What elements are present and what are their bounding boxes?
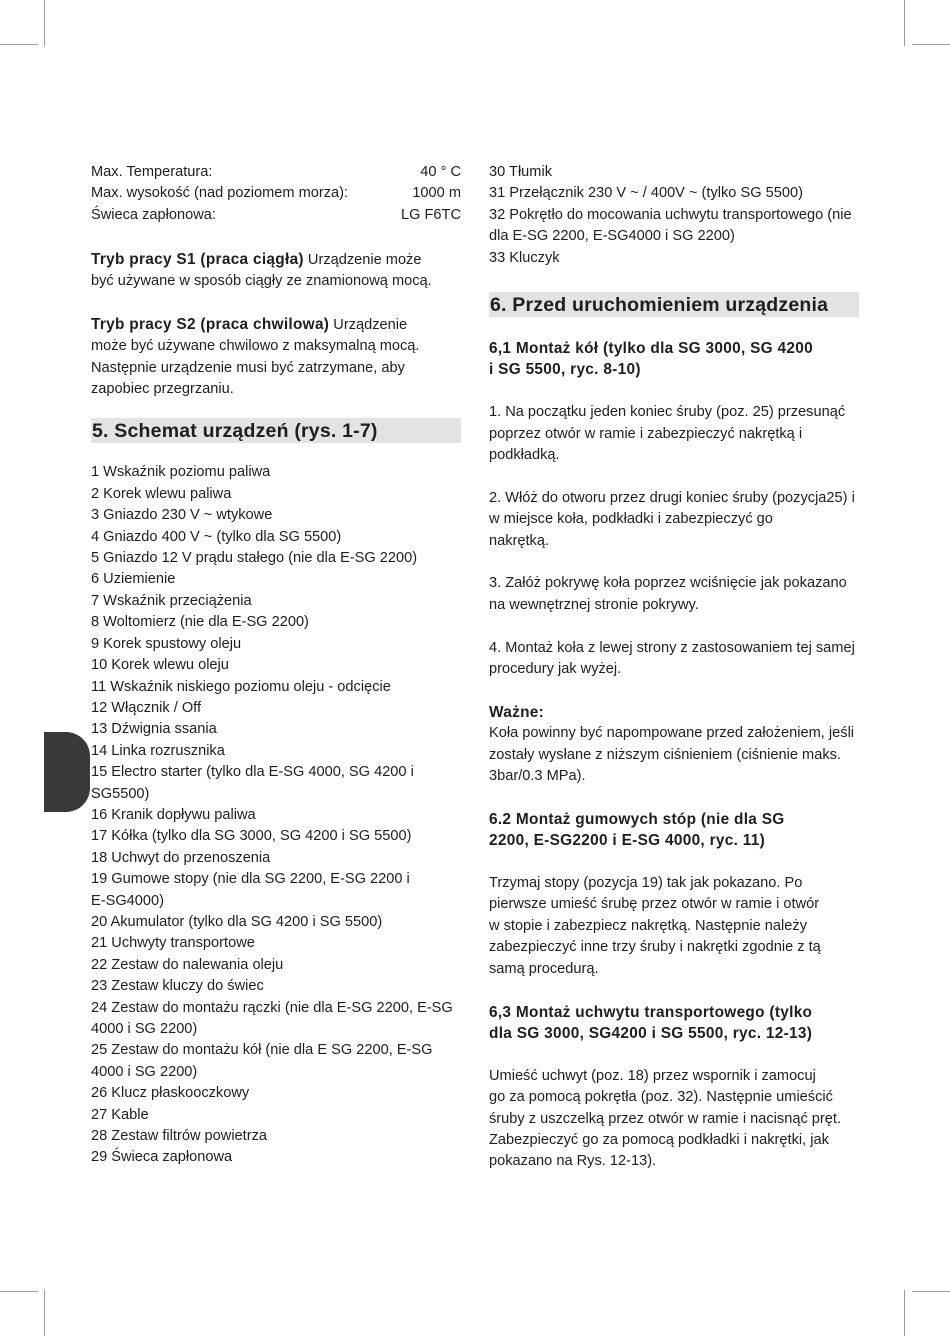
spec-row	[91, 183, 461, 204]
text-line: poprzez otwór w ramie i zabezpieczyć nakrętką i	[489, 425, 803, 442]
list-item: 1 Wskaźnik poziomu paliwa	[91, 464, 271, 481]
crop-mark	[44, 0, 45, 46]
list-item: 7 Wskaźnik przeciążenia	[91, 592, 252, 609]
text-line: Zabezpieczyć go za pomocą podkładki i nakrętki, jak	[489, 1131, 829, 1148]
text-line: 3bar/0.3 MPa).	[489, 768, 586, 785]
crop-mark	[912, 1291, 950, 1292]
list-item: 4000 i SG 2200)	[91, 1021, 198, 1037]
text-line: 2. Włóż do otworu przez drugi koniec śruby (pozycja25) i	[489, 489, 855, 506]
list-item: 20 Akumulator (tylko dla SG 4200 i SG 5500)	[91, 913, 383, 930]
list-item: 11 Wskaźnik niskiego poziomu oleju - odcięcie	[91, 678, 391, 695]
note-heading: Ważne:	[489, 703, 545, 721]
list-item: 18 Uchwyt do przenoszenia	[91, 849, 271, 866]
note-paragraph	[489, 723, 859, 787]
list-item: 3 Gniazdo 230 V ~ wtykowe	[91, 507, 273, 524]
list-item: 25 Zestaw do montażu kół (nie dla E SG 2200, E-SG	[91, 1042, 433, 1059]
heading-line: 6,3 Montaż uchwytu transportowego (tylko	[489, 1003, 813, 1021]
text-line: w miejsce koła, podkładki i zabezpieczyć go	[489, 511, 773, 528]
mode-s1-text: być używane w sposób ciągły ze znamionową mocą.	[91, 273, 432, 290]
list-item: 10 Korek wlewu oleju	[91, 657, 229, 674]
section-6-heading: 6. Przed uruchomieniem urządzenia	[489, 292, 859, 317]
crop-mark	[0, 1291, 38, 1292]
list-item: 32 Pokrętło do mocowania uchwytu transportowego (nie	[489, 206, 852, 223]
text-line: podkładką.	[489, 447, 560, 464]
list-item: dla E-SG 2200, E-SG4000 i SG 2200)	[489, 228, 735, 245]
crop-mark	[44, 1290, 45, 1336]
mode-s1-text: Urządzenie może	[303, 251, 422, 268]
paragraph	[489, 573, 859, 616]
left-column	[91, 162, 461, 1169]
list-item: 5 Gniazdo 12 V prądu stałego (nie dla E-SG 2200)	[91, 550, 418, 567]
spec-row	[91, 162, 461, 183]
mode-s1-label: Tryb pracy S1 (praca ciągła)	[91, 250, 304, 268]
parts-list-continued	[489, 162, 859, 269]
spec-label: Świeca zapłonowa:	[91, 206, 216, 223]
list-item: 22 Zestaw do nalewania oleju	[91, 956, 284, 973]
text-line: Umieść uchwyt (poz. 18) przez wspornik i zamocuj	[489, 1067, 816, 1084]
text-line: w stopie i zabezpiecz nakrętką. Następnie należy	[489, 917, 807, 934]
list-item: SG5500)	[91, 785, 150, 802]
spec-value: LG F6TC	[400, 206, 461, 223]
crop-mark	[904, 1290, 905, 1336]
list-item: 31 Przełącznik 230 V ~ / 400V ~ (tylko SG 5500)	[489, 185, 803, 202]
parts-list	[91, 462, 461, 1168]
text-line: pierwsze umieść śrubę przez otwór w ramie i otwór	[489, 896, 820, 913]
list-item: 2 Korek wlewu paliwa	[91, 485, 232, 502]
heading-line: i SG 5500, ryc. 8-10)	[489, 361, 641, 379]
text-line: Koła powinny być napompowane przed założeniem, jeśli	[489, 725, 855, 742]
text-line: śruby z uszczelką przez otwór w ramie i nacisnąć pręt.	[489, 1110, 841, 1127]
spec-label: Max. wysokość (nad poziomem morza):	[91, 185, 349, 202]
paragraph	[489, 873, 859, 980]
list-item: 6 Uziemienie	[91, 571, 176, 588]
list-item: 26 Klucz płaskooczkowy	[91, 1085, 250, 1102]
list-item: 29 Świeca zapłonowa	[91, 1149, 233, 1166]
paragraph	[489, 402, 859, 466]
text-line: 4. Montaż koła z lewej strony z zastosowaniem tej samej	[489, 639, 855, 656]
mode-s2-text: zapobiec przegrzaniu.	[91, 381, 234, 398]
mode-s2-label: Tryb pracy S2 (praca chwilowa)	[91, 315, 330, 333]
spec-value: 40 ° C	[420, 164, 461, 180]
list-item: 13 Dźwignia ssania	[91, 721, 217, 738]
list-item: 27 Kable	[91, 1106, 149, 1123]
list-item: 19 Gumowe stopy (nie dla SG 2200, E-SG 2200 i	[91, 871, 410, 888]
heading-line: 6,1 Montaż kół (tylko dla SG 3000, SG 4200	[489, 340, 813, 358]
list-item: 23 Zestaw kluczy do świec	[91, 978, 264, 995]
paragraph	[489, 638, 859, 681]
paragraph	[489, 488, 859, 552]
list-item: 14 Linka rozrusznika	[91, 742, 225, 759]
spec-value: 1000 m	[412, 185, 461, 202]
text-line: procedury jak wyżej.	[489, 661, 622, 678]
heading-line: 6.2 Montaż gumowych stóp (nie dla SG	[489, 810, 785, 828]
text-line: go za pomocą pokrętła (poz. 32). Następnie umieścić	[489, 1089, 833, 1106]
list-item: 33 Kluczyk	[489, 249, 560, 266]
mode-s2-text: Następnie urządzenie musi być zatrzymane, aby	[91, 359, 405, 376]
list-item: 17 Kółka (tylko dla SG 3000, SG 4200 i SG 5500)	[91, 828, 412, 845]
text-line: 1. Na początku jeden koniec śruby (poz. 25) przesunąć	[489, 404, 846, 421]
text-line: zabezpieczyć inne trzy śruby i nakrętki zgodnie z tą	[489, 939, 821, 956]
mode-s2-text: Urządzenie	[329, 316, 408, 333]
spec-label: Max. Temperatura:	[91, 164, 213, 180]
list-item: 4 Gniazdo 400 V ~ (tylko dla SG 5500)	[91, 528, 342, 545]
list-item: 24 Zestaw do montażu rączki (nie dla E-SG 2200, E-SG	[91, 999, 453, 1016]
list-item: 16 Kranik dopływu paliwa	[91, 806, 256, 823]
text-line: na wewnętrznej stronie pokrywy.	[489, 596, 699, 613]
text-line: nakrętką.	[489, 532, 550, 549]
crop-mark	[0, 44, 38, 45]
list-item: 21 Uchwyty transportowe	[91, 935, 255, 952]
section-5-heading: 5. Schemat urządzeń (rys. 1-7)	[91, 418, 461, 443]
subsection-6-3-heading	[489, 1002, 859, 1045]
crop-mark	[904, 0, 905, 46]
heading-line: 2200, E-SG2200 i E-SG 4000, ryc. 11)	[489, 832, 766, 850]
subsection-6-1-heading	[489, 338, 859, 381]
list-item: E-SG4000)	[91, 892, 165, 909]
thumb-index-tab	[44, 732, 90, 812]
subsection-6-2-heading	[489, 809, 859, 852]
text-line: samą procedurą.	[489, 960, 599, 977]
text-line: zostały wysłane z niższym ciśnieniem (ciśnienie maks.	[489, 746, 841, 763]
spec-row	[91, 205, 461, 226]
paragraph	[489, 1066, 859, 1173]
list-item: 4000 i SG 2200)	[91, 1063, 198, 1080]
text-line: pokazano na Rys. 12-13).	[489, 1153, 657, 1170]
list-item: 8 Woltomierz (nie dla E-SG 2200)	[91, 614, 309, 631]
right-column	[489, 162, 859, 1173]
mode-s2-text: może być używane chwilowo z maksymalną mocą.	[91, 338, 420, 355]
list-item: 30 Tłumik	[489, 164, 552, 180]
list-item: 9 Korek spustowy oleju	[91, 635, 242, 652]
list-item: 12 Włącznik / Off	[91, 699, 202, 716]
text-line: 3. Załóż pokrywę koła poprzez wciśnięcie jak pokazano	[489, 575, 847, 592]
list-item: 28 Zestaw filtrów powietrza	[91, 1128, 268, 1145]
mode-s2-paragraph	[91, 314, 461, 401]
text-line: Trzymaj stopy (pozycja 19) tak jak pokazano. Po	[489, 875, 803, 892]
heading-line: dla SG 3000, SG4200 i SG 5500, ryc. 12-13)	[489, 1024, 813, 1042]
crop-mark	[912, 44, 950, 45]
list-item: 15 Electro starter (tylko dla E-SG 4000, SG 4200 i	[91, 764, 414, 781]
mode-s1-paragraph	[91, 249, 461, 293]
